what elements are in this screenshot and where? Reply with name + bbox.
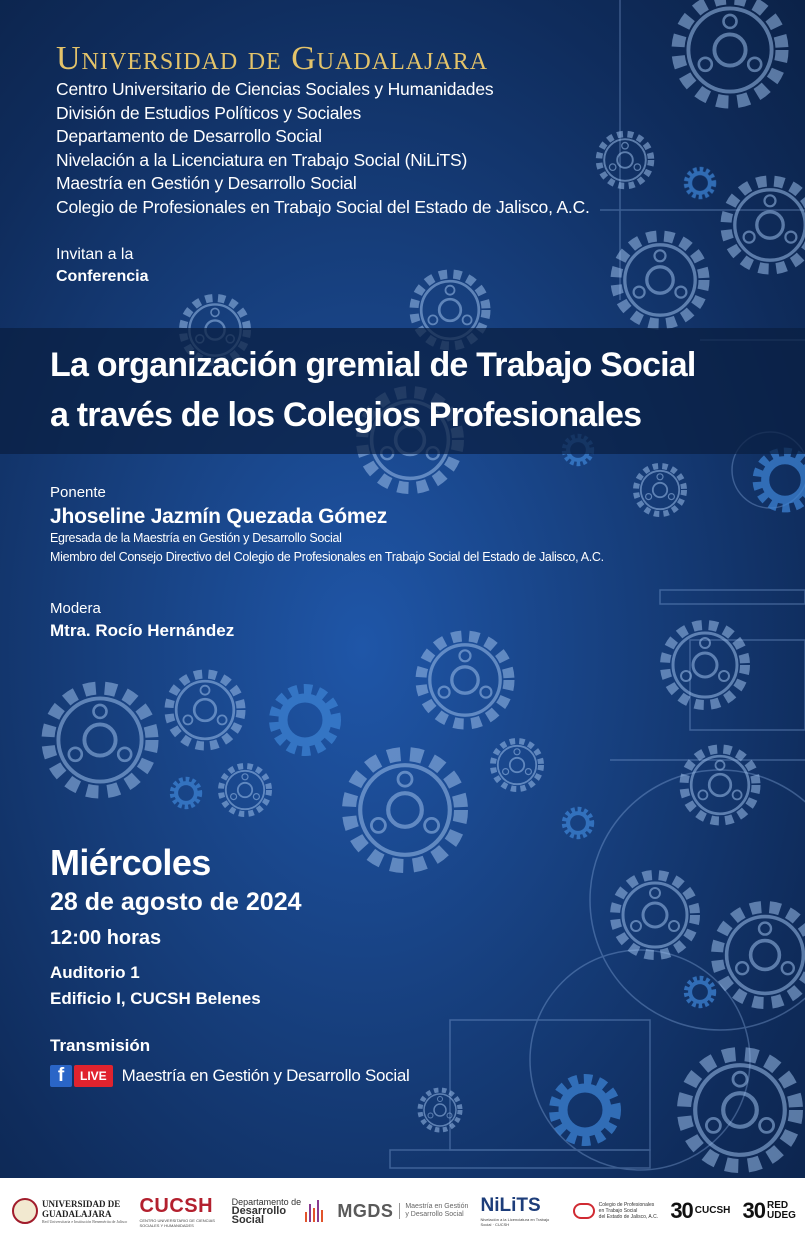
event-date: 28 de agosto de 2024 [50, 888, 302, 916]
red-udeg-30-logo [742, 1198, 796, 1224]
speaker-block [50, 484, 604, 567]
university-name: Universidad de Guadalajara [56, 40, 489, 77]
footer-logos [0, 1178, 805, 1244]
udg-logo [12, 1198, 127, 1224]
title-line-2: a través de los Colegios Profesionales [50, 396, 642, 434]
anniv-label: RED UDEG [767, 1200, 796, 1221]
colegio-line-2: en Trabajo Social [598, 1208, 638, 1214]
transmission-block [50, 1036, 410, 1087]
colegio-logo [573, 1202, 658, 1220]
moderator-label: Modera [50, 600, 101, 617]
anniv-number: 30 [742, 1198, 765, 1223]
event-venue [50, 960, 302, 1012]
dds-line-1: Departamento de [231, 1196, 302, 1207]
event-time: 12:00 horas [50, 927, 162, 949]
cucsh-sub: CENTRO UNIVERSITARIO DE CIENCIAS SOCIALES Y HUMANIDADES [139, 1217, 215, 1228]
moderator-block [50, 600, 234, 641]
anniv-number: 30 [670, 1198, 693, 1223]
invite-text: Invitan a la [56, 246, 134, 263]
facebook-icon: f [50, 1065, 72, 1087]
cucsh-logo [139, 1195, 219, 1228]
speaker-desc-2: Miembro del Consejo Directivo del Colegio de Profesionales en Trabajo Social del Estado de Jalisco, A.C. [50, 550, 604, 564]
moderator-name: Mtra. Rocío Hernández [50, 621, 235, 640]
speaker-label: Ponente [50, 484, 106, 501]
colegio-line-1: Colegio de Profesionales [598, 1202, 655, 1208]
live-stream-link[interactable] [50, 1065, 410, 1087]
event-details [50, 842, 302, 1012]
event-day: Miércoles [50, 842, 211, 883]
organizer-line: Nivelación a la Licenciatura en Trabajo Social (NiLiTS) [56, 149, 468, 170]
title-line-1: La organización gremial de Trabajo Social [50, 346, 696, 384]
bars-icon [305, 1200, 325, 1222]
mgds-wordmark: MGDS [337, 1200, 394, 1221]
venue-line-2: Edificio I, CUCSH Belenes [50, 989, 261, 1008]
speaker-name: Jhoseline Jazmín Quezada Gómez [50, 505, 388, 528]
mgds-sub-1: Maestría en Gestión [405, 1203, 469, 1210]
nilits-wordmark: NiLiTS [480, 1195, 541, 1216]
udg-logo-line-2: GUADALAJARA [42, 1208, 112, 1219]
dds-line-2: Desarrollo [231, 1204, 287, 1217]
mgds-sub-2: y Desarrollo Social [405, 1211, 464, 1218]
colegio-mark-icon [573, 1203, 595, 1219]
cucsh-30-logo [670, 1198, 730, 1224]
stream-channel: Maestría en Gestión y Desarrollo Social [121, 1066, 410, 1085]
venue-line-1: Auditorio 1 [50, 963, 140, 982]
event-type: Conferencia [56, 268, 149, 285]
organizer-line: Departamento de Desarrollo Social [56, 126, 322, 146]
mgds-logo [337, 1201, 468, 1222]
udg-logo-line-1: UNIVERSIDAD DE [42, 1198, 121, 1209]
organizer-list [56, 78, 590, 219]
colegio-line-3: del Estado de Jalisco, A.C. [598, 1214, 659, 1220]
organizer-line: Maestría en Gestión y Desarrollo Social [56, 173, 357, 193]
nilits-sub: Nivelación a la Licenciatura en Trabajo Social · CUCSH [480, 1217, 550, 1227]
transmission-heading: Transmisión [50, 1036, 151, 1055]
conference-title [50, 340, 696, 440]
anniv-label: CUCSH [694, 1205, 731, 1216]
invitation [56, 244, 148, 288]
udg-logo-sub: Red Universitaria e Institución Benemérita de Jalisco [42, 1218, 128, 1224]
dds-line-3: Social [231, 1213, 265, 1226]
cucsh-wordmark: CUCSH [139, 1194, 214, 1217]
nilits-logo [481, 1195, 561, 1227]
live-badge: LIVE [74, 1065, 113, 1087]
udg-seal-icon [12, 1198, 38, 1224]
organizer-line: División de Estudios Políticos y Sociales [56, 102, 361, 123]
organizer-line: Colegio de Profesionales en Trabajo Social del Estado de Jalisco, A.C. [56, 196, 590, 217]
speaker-desc-1: Egresada de la Maestría en Gestión y Desarrollo Social [50, 531, 342, 545]
desarrollo-social-logo [232, 1198, 326, 1225]
organizer-line: Centro Universitario de Ciencias Sociales y Humanidades [56, 79, 494, 99]
